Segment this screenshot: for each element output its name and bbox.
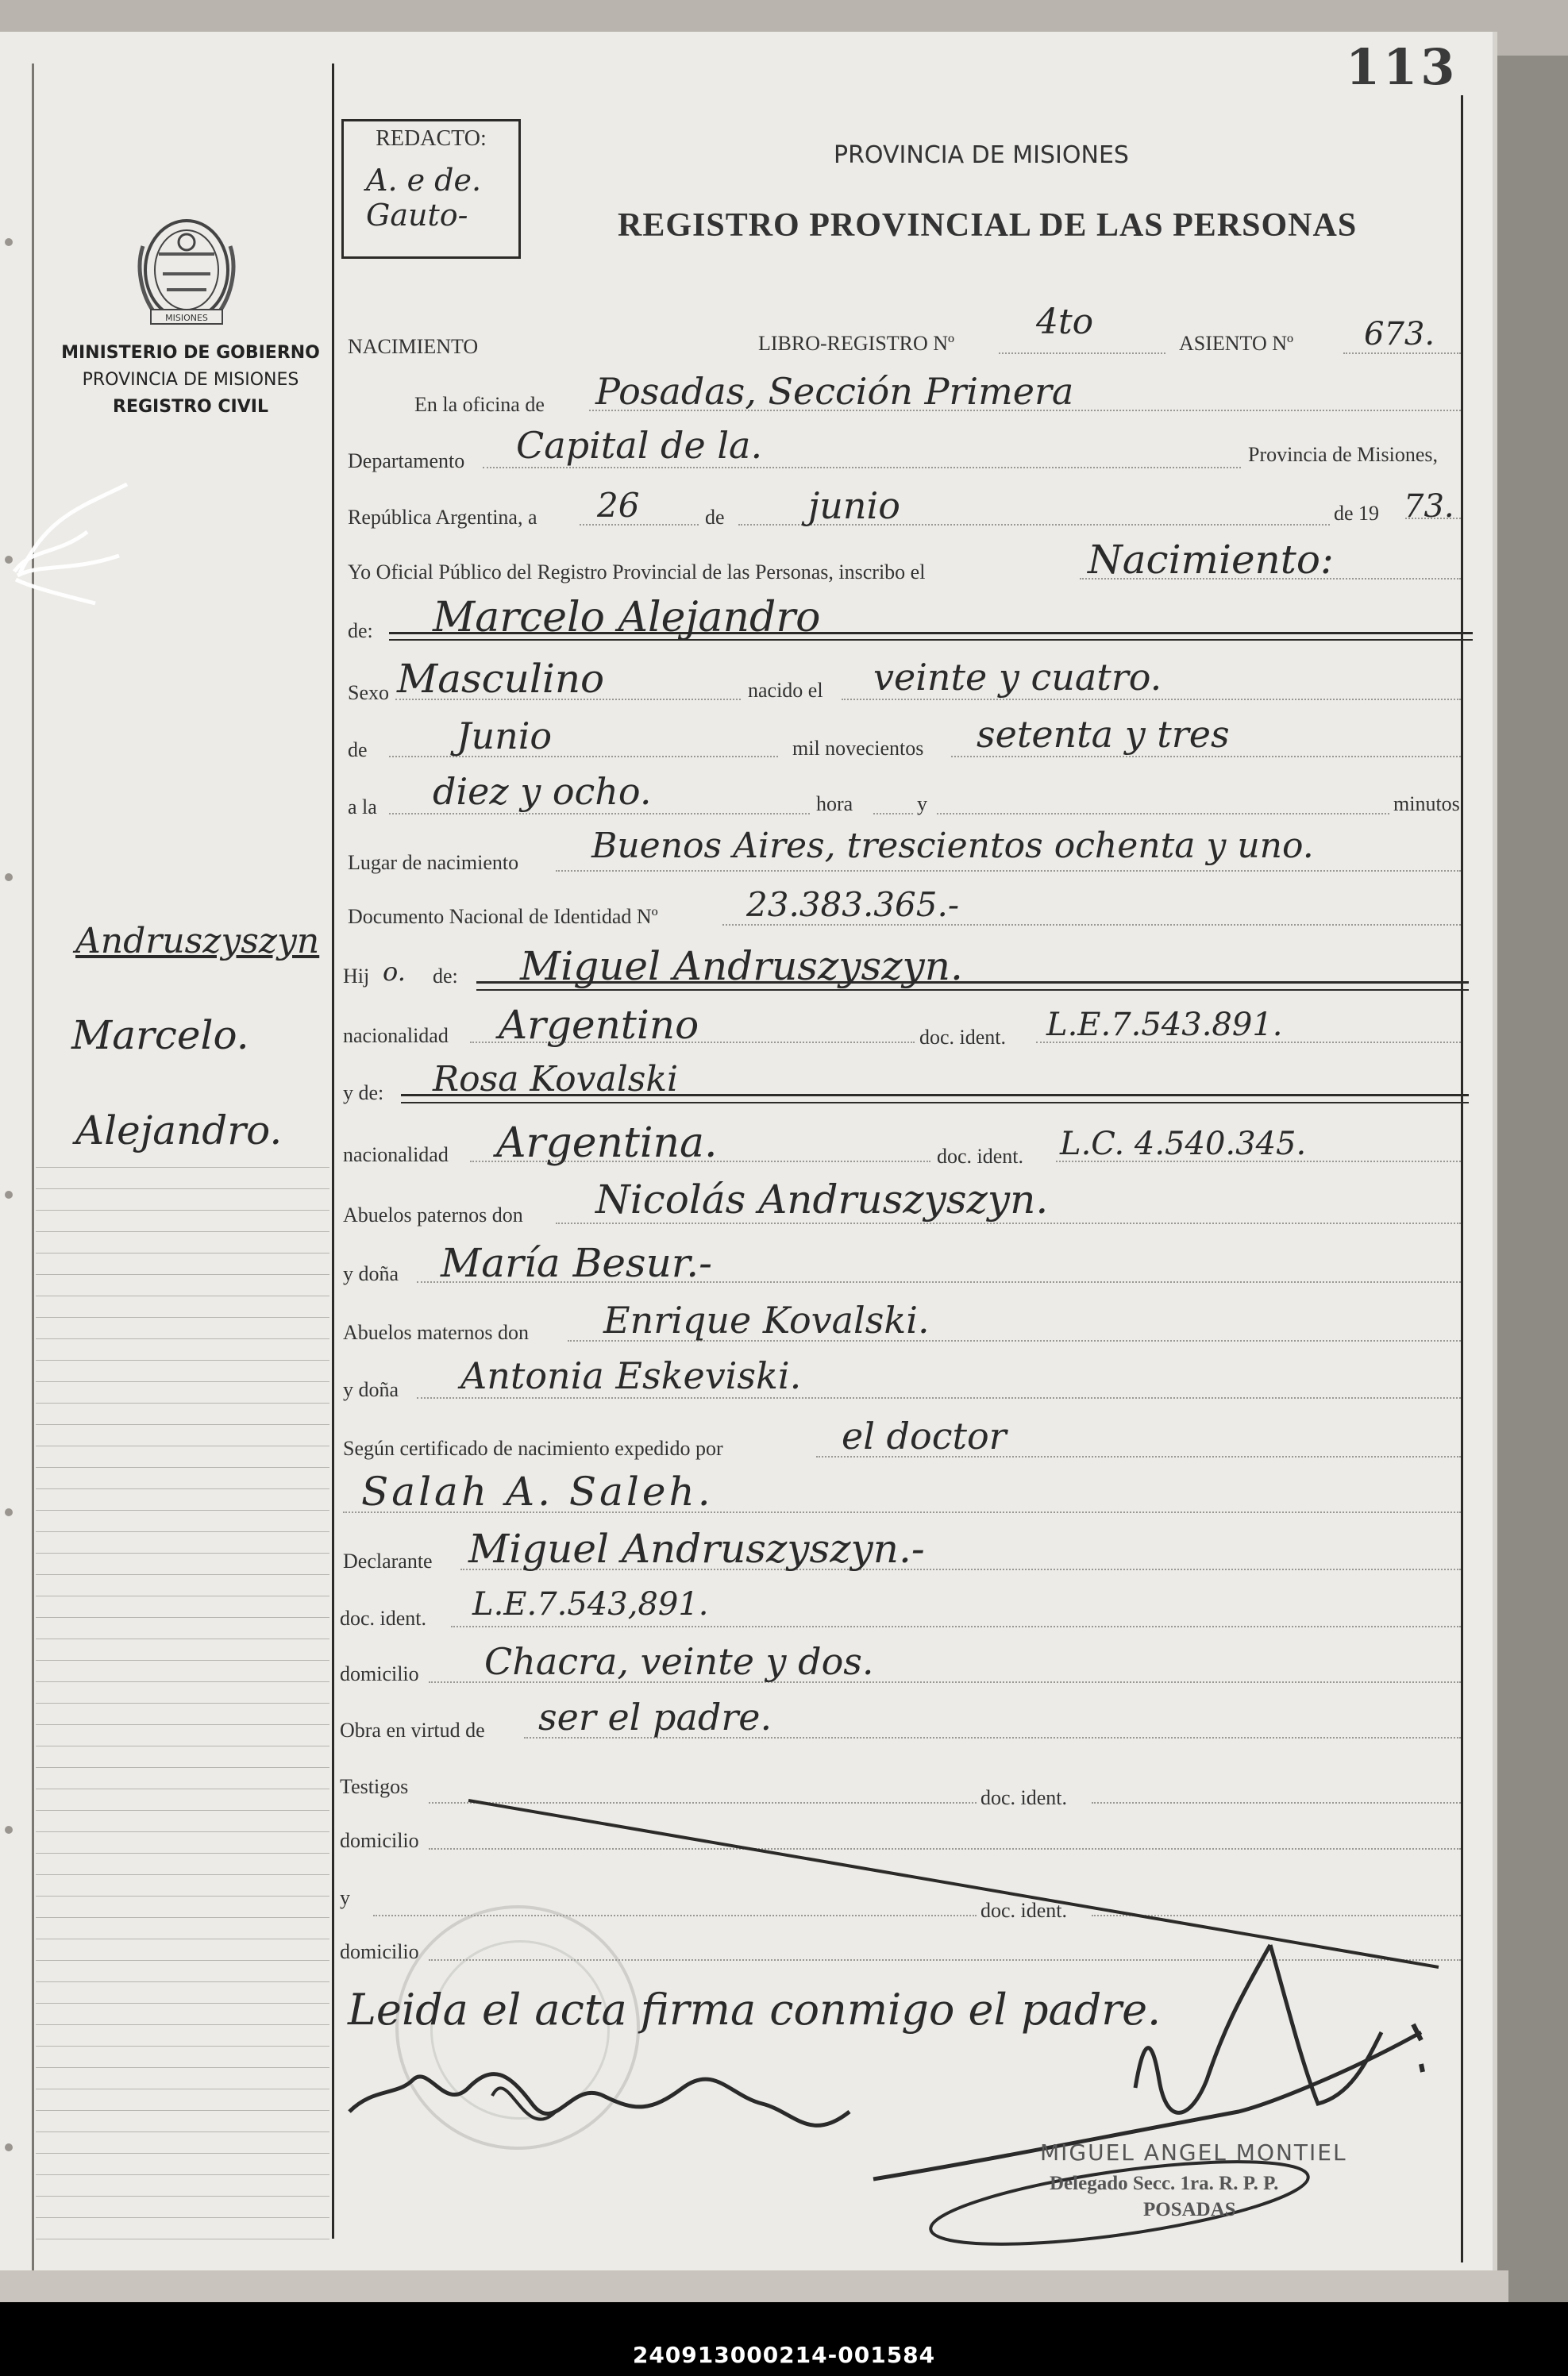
crest-label: MISIONES	[165, 313, 208, 323]
doc-declarante-value: L.E.7.543,891.	[472, 1586, 709, 1623]
de-label: de	[705, 506, 725, 529]
dni-label: Documento Nacional de Identidad Nº	[348, 905, 658, 928]
domicilio-label: domicilio	[340, 1662, 419, 1685]
nombre-value: Marcelo Alejandro	[433, 594, 821, 641]
mil-label: mil novecientos	[792, 737, 924, 760]
official-place: POSADAS	[1143, 2199, 1236, 2220]
ala-label: a la	[348, 795, 377, 818]
doc1-label: doc. ident.	[919, 1026, 1007, 1049]
testigos-domicilio-label: domicilio	[340, 1829, 419, 1852]
registry-title: REGISTRO PROVINCIAL DE LAS PERSONAS	[618, 207, 1358, 244]
y-dona-1-value: María Besur.-	[441, 1240, 712, 1286]
dni-value: 23.383.365.-	[746, 885, 960, 924]
margin-second-name: Alejandro.	[75, 1107, 283, 1153]
abuelos-paternos-label: Abuelos paternos don	[343, 1203, 523, 1227]
hijo-suffix: o.	[383, 957, 406, 987]
de-colon-label: de:	[348, 619, 373, 642]
declarante-value: Miguel Andruszyszyn.-	[468, 1526, 925, 1572]
redacto-initials: A. e de. Gauto-	[366, 163, 482, 233]
segun-value-2: Salah A. Saleh.	[361, 1469, 714, 1515]
testigos-y-label: y	[340, 1886, 350, 1909]
oficina-value: Posadas, Sección Primera	[595, 370, 1074, 413]
oficial-text: Yo Oficial Público del Registro Provincial de las Personas, inscribo el	[348, 560, 926, 583]
oficina-label: En la oficina de	[414, 393, 545, 416]
testigos-domicilio-2-label: domicilio	[340, 1940, 419, 1963]
nacido-value: veinte y cuatro.	[873, 656, 1162, 699]
official-name: MIGUEL ANGEL MONTIEL	[1040, 2139, 1347, 2166]
hora-value: diez y ocho.	[433, 770, 652, 813]
y-label: y	[917, 792, 927, 815]
de-mes-value: Junio	[457, 714, 553, 757]
margin-surname: Andruszyszyn	[75, 921, 320, 961]
hijo-de-label: de:	[433, 965, 458, 988]
sexo-label: Sexo	[348, 681, 389, 704]
libro-label: LIBRO-REGISTRO Nº	[758, 332, 955, 355]
mil-value: setenta y tres	[977, 713, 1230, 756]
nacionalidad-1-value: Argentino	[499, 1002, 699, 1048]
madre-value: Rosa Kovalski	[433, 1059, 679, 1099]
doc2-value: L.C. 4.540.345.	[1060, 1126, 1307, 1162]
hijo-label: Hij	[343, 965, 370, 988]
page-number: 113	[1346, 38, 1458, 96]
y-dona-1-label: y doña	[343, 1262, 399, 1285]
testigos-doc-label: doc. ident.	[980, 1786, 1068, 1809]
abuelos-maternos-value: Enrique Kovalski.	[603, 1299, 930, 1342]
footer-code: 240913000214-001584	[632, 2342, 936, 2368]
month-value: junio	[808, 484, 900, 527]
nacimiento-label: NACIMIENTO	[348, 335, 479, 358]
doc-declarante-label: doc. ident.	[340, 1607, 427, 1630]
padre-value: Miguel Andruszyszyn.	[520, 943, 963, 989]
nacionalidad-2-label: nacionalidad	[343, 1143, 449, 1166]
departamento-label: Departamento	[348, 449, 465, 472]
nacionalidad-2-value: Argentina.	[496, 1119, 718, 1167]
doc2-label: doc. ident.	[937, 1145, 1024, 1168]
de-mes-label: de	[348, 738, 368, 761]
republica-label: República Argentina, a	[348, 506, 537, 529]
obra-value: ser el padre.	[538, 1696, 772, 1739]
obra-label: Obra en virtud de	[340, 1719, 485, 1742]
lugar-label: Lugar de nacimiento	[348, 851, 519, 874]
ministry-registry-line: REGISTRO CIVIL	[113, 397, 268, 417]
margin-first-name: Marcelo.	[71, 1012, 249, 1058]
testigos-y-doc-label: doc. ident.	[980, 1899, 1068, 1922]
abuelos-maternos-label: Abuelos maternos don	[343, 1321, 529, 1344]
abuelos-paternos-value: Nicolás Andruszyszyn.	[595, 1176, 1049, 1223]
declarante-label: Declarante	[343, 1550, 433, 1573]
sexo-value: Masculino	[397, 656, 605, 702]
day-value: 26	[597, 486, 640, 525]
official-role: Delegado Secc. 1ra. R. P. P.	[1050, 2173, 1279, 2194]
year-prefix: de 19	[1334, 502, 1380, 525]
asiento-label: ASIENTO Nº	[1179, 332, 1294, 355]
nacionalidad-1-label: nacionalidad	[343, 1024, 449, 1047]
asiento-value: 673.	[1364, 316, 1435, 352]
testigos-label: Testigos	[340, 1775, 409, 1798]
departamento-value: Capital de la.	[516, 424, 763, 467]
y-de-label: y de:	[343, 1081, 384, 1104]
hora-label: hora	[816, 792, 853, 815]
nacido-label: nacido el	[748, 679, 823, 702]
libro-value: 4to	[1036, 302, 1094, 342]
minutos-label: minutos	[1393, 792, 1460, 815]
year-value: 73.	[1404, 488, 1454, 525]
y-dona-2-value: Antonia Eskeviski.	[460, 1354, 802, 1397]
domicilio-value: Chacra, veinte y dos.	[484, 1640, 874, 1683]
y-dona-2-label: y doña	[343, 1378, 399, 1401]
lugar-value: Buenos Aires, trescientos ochenta y uno.	[591, 826, 1314, 866]
ministry-line: MINISTERIO DE GOBIERNO	[61, 343, 320, 363]
ministry-province-line: PROVINCIA DE MISIONES	[82, 370, 299, 390]
inscribo-value: Nacimiento:	[1088, 537, 1334, 583]
province-heading: PROVINCIA DE MISIONES	[834, 141, 1129, 169]
redacto-label: REDACTO:	[376, 126, 487, 151]
doc1-value: L.E.7.543.891.	[1046, 1007, 1283, 1043]
closing-text: Leida el acta firma conmigo el padre.	[348, 1985, 1162, 2035]
segun-label: Según certificado de nacimiento expedido por	[343, 1437, 723, 1460]
provincia-suffix: Provincia de Misiones,	[1248, 443, 1439, 466]
segun-value: el doctor	[842, 1415, 1007, 1458]
